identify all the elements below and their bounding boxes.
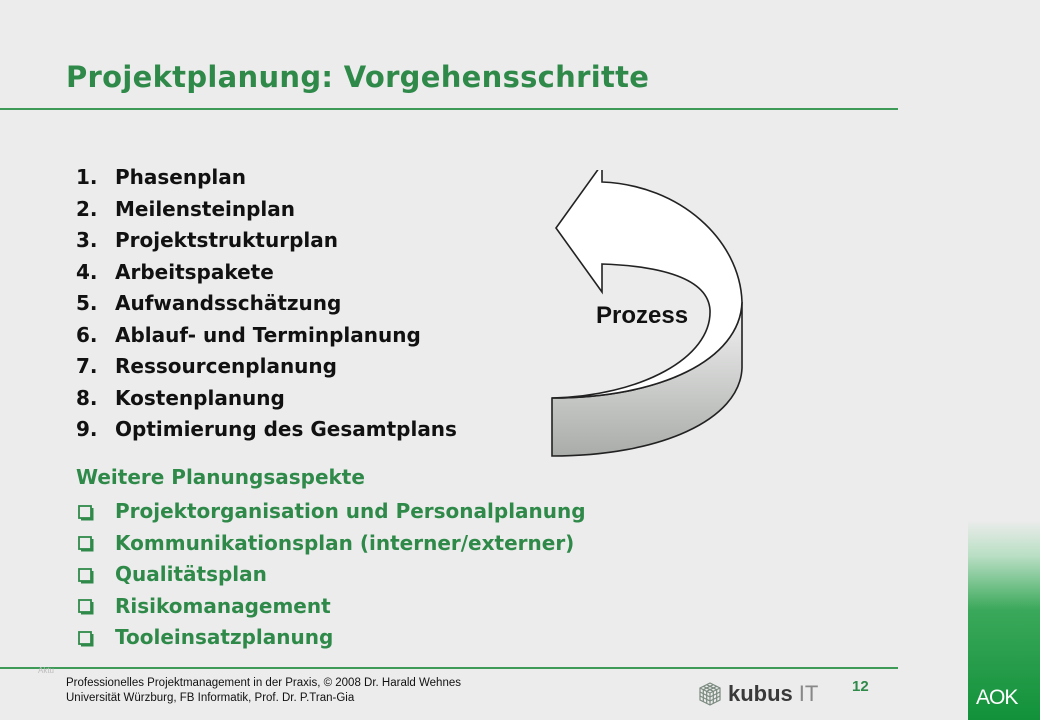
planning-steps-list xyxy=(76,162,457,446)
kubus-it-word: IT xyxy=(798,681,819,706)
checkbox-bullet-icon xyxy=(76,597,115,617)
footer-credits xyxy=(66,676,461,706)
aspect-label: Kommunikationsplan (interner/externer) xyxy=(115,530,575,555)
step-label: Optimierung des Gesamtplans xyxy=(115,417,457,441)
aspect-label: Projektorganisation und Personalplanung xyxy=(115,499,586,523)
list-item xyxy=(76,225,457,257)
step-label: Arbeitspakete xyxy=(115,259,274,284)
checkbox-bullet-icon xyxy=(76,503,115,523)
footer-line-1: Professionelles Projektmanagement in der Praxis, © 2008 Dr. Harald Wehnes xyxy=(66,677,461,689)
step-label: Projektstrukturplan xyxy=(115,228,338,252)
list-item xyxy=(76,194,457,226)
step-number: 2. xyxy=(76,196,98,221)
step-number: 6. xyxy=(76,322,98,347)
list-item xyxy=(76,257,457,289)
checkbox-bullet-icon xyxy=(76,629,115,649)
step-number: 3. xyxy=(76,228,98,252)
kubus-word: kubus xyxy=(728,681,793,706)
step-label: Phasenplan xyxy=(115,165,247,189)
step-number: 1. xyxy=(76,165,98,189)
list-item xyxy=(76,320,457,352)
step-number: 5. xyxy=(76,291,98,315)
checkbox-bullet-icon xyxy=(76,534,115,554)
list-item xyxy=(76,622,586,654)
kubus-cube-logo-icon xyxy=(696,680,724,708)
step-label: Meilensteinplan xyxy=(115,196,296,221)
footer-note: Aktu xyxy=(38,666,55,675)
list-item xyxy=(76,288,457,320)
list-item xyxy=(76,528,586,560)
list-item xyxy=(76,496,586,528)
aspects-heading: Weitere Planungsaspekte xyxy=(76,465,365,489)
list-item xyxy=(76,383,457,415)
footer-divider xyxy=(0,667,898,669)
list-item xyxy=(76,559,586,591)
step-number: 7. xyxy=(76,354,98,378)
list-item xyxy=(76,351,457,383)
checkbox-bullet-icon xyxy=(76,566,115,586)
kubus-it-logo xyxy=(728,681,818,707)
step-number: 4. xyxy=(76,259,98,284)
step-label: Aufwandsschätzung xyxy=(115,291,342,315)
list-item xyxy=(76,591,586,623)
aspect-label: Tooleinsatzplanung xyxy=(115,625,334,649)
aok-logo: AOK xyxy=(976,686,1018,709)
list-item xyxy=(76,162,457,194)
title-divider xyxy=(0,108,898,110)
step-number: 9. xyxy=(76,417,98,441)
list-item xyxy=(76,414,457,446)
step-label: Ressourcenplanung xyxy=(115,354,337,378)
footer-line-2: Universität Würzburg, FB Informatik, Prof. Dr. P.Tran-Gia xyxy=(66,692,355,704)
aspect-label: Risikomanagement xyxy=(115,593,331,618)
process-label: Prozess xyxy=(596,302,689,329)
step-label: Kostenplanung xyxy=(115,385,285,410)
aspect-label: Qualitätsplan xyxy=(115,562,267,586)
aspects-list xyxy=(76,496,586,654)
page-number: 12 xyxy=(852,678,869,695)
step-number: 8. xyxy=(76,385,98,410)
page-title: Projektplanung: Vorgehensschritte xyxy=(66,60,650,94)
step-label: Ablauf- und Terminplanung xyxy=(115,322,421,347)
